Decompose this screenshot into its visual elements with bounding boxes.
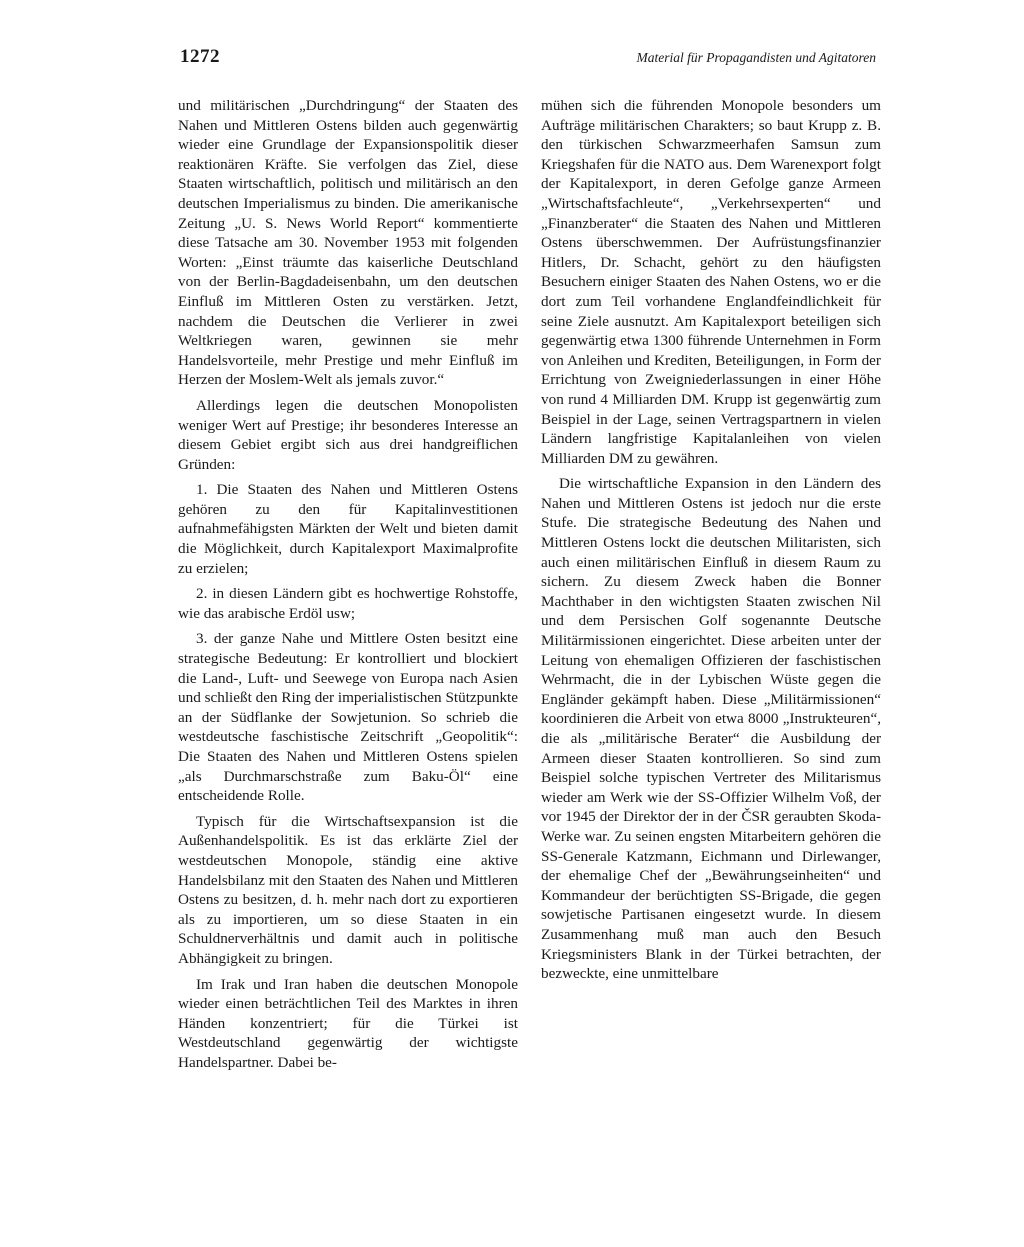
paragraph: Typisch für die Wirtschaftsexpansion ist die Außenhandelspolitik. Es ist das erklärte Ziel der westdeutschen Monopole, ständig eine aktive Handelsbilanz mit den Staaten des Nahen und Mittleren Ostens zu besitzen, d. h. mehr nach dort zu exportieren als zu importieren, um so diese Staaten in ein Schuldnerverhältnis und damit auch in politische Abhängigkeit zu bringen. [178,812,518,967]
right-column [541,96,881,990]
page-number: 1272 [180,46,220,67]
list-item: 3. der ganze Nahe und Mittlere Osten besitzt eine strategische Bedeutung: Er kontrolliert und blockiert die Land-, Luft- und Seewege von Europa nach Asien und schließt den Ring der imperialistischen Stützpunkte an der Südflanke der Sowjetunion. So schrieb die westdeutsche faschistische Zeitschrift „Geopolitik“: Die Staaten des Nahen und Mittleren Ostens spielen „als Durchmarschstraße zum Baku-Öl“ eine entscheidende Rolle. [178,630,518,805]
running-title: Material für Propagandisten und Agitatoren [636,50,876,65]
paragraph: Die wirtschaftliche Expansion in den Ländern des Nahen und Mittleren Ostens ist jedoch nur die erste Stufe. Die strategische Bedeutung des Nahen und Mittleren Ostens lockt die deutschen Militaristen, sich auch einen militärischen Einfluß in diesem Raum zu sichern. Zu diesem Zweck haben die Bonner Machthaber in den wichtigsten Staaten zwischen Nil und dem Persischen Golf sogenannte Deutsche Militärmissionen eingerichtet. Diese arbeiten unter der Leitung von ehemaligen Offizieren der faschistischen Wehrmacht, die in der Lybischen Wüste gegen die Engländer gekämpft haben. Diese „Militärmissionen“ koordinieren die Arbeit von etwa 8000 „Instrukteuren“, die als „militärische Berater“ die Ausbildung der Armeen dieser Staaten kontrollieren. So sind zum Beispiel solche typischen Vertreter des Militarismus wieder am Werk wie der SS-Offizier Wilhelm Voß, der vor 1945 der Direktor der in der ČSR geraubten Skoda-Werke war. Zu seinen engsten Mitarbeitern gehören die SS-Generale Katzmann, Eichmann und Dirlewanger, der ehemalige Chef der „Bewährungseinheiten“ und Kommandeur der berüchtigten SS-Brigade, die gegen sowjetische Partisanen eingesetzt wurde. In diesem Zusammenhang muß man auch den Besuch Kriegsministers Blank in der Türkei betrachten, der bezweckte, eine unmittelbare [541,475,881,983]
left-column [178,96,518,1079]
list-item: 2. in diesen Ländern gibt es hochwertige Rohstoffe, wie das arabische Erdöl usw; [178,585,518,622]
paragraph: Im Irak und Iran haben die deutschen Monopole wieder einen beträchtlichen Teil des Marktes in ihren Händen konzentriert; für die Türkei ist Westdeutschland gegenwärtig der wichtigste Handelspartner. Dabei be- [178,975,518,1071]
paragraph: mühen sich die führenden Monopole besonders um Aufträge militärischen Charakters; so baut Krupp z. B. den türkischen Schwarzmeerhafen Samsun zum Kriegshafen für die NATO aus. Dem Warenexport folgt der Kapitalexport, in deren Gefolge ganze Armeen „Wirtschaftsfachleute“, „Verkehrsexperten“ und „Finanzberater“ die Staaten des Nahen und Mittleren Ostens überschwemmen. Der Aufrüstungsfinanzier Hitlers, Dr. Schacht, gehört zu den häufigsten Besuchern einiger Staaten des Nahen Ostens, wo er die dort zum Teil vorhandene Englandfeindlichkeit für seine Ziele ausnutzt. Am Kapitalexport beteiligen sich gegenwärtig etwa 1300 führende Unternehmen in Form von Anleihen und Krediten, Beteiligungen, in Form der Errichtung von Zweigniederlassungen in einer Höhe von rund 4 Milliarden DM. Krupp ist gegenwärtig zum Beispiel in der Lage, seinen Vertragspartnern in vielen Ländern langfristige Kapitalanleihen von vielen Milliarden DM zu gewähren. [541,97,881,467]
paragraph: Allerdings legen die deutschen Monopolisten weniger Wert auf Prestige; ihr besonderes Interesse an diesem Gebiet ergibt sich aus drei handgreiflichen Gründen: [178,396,518,473]
list-item: 1. Die Staaten des Nahen und Mittleren Ostens gehören zu den für Kapitalinvestitionen aufnahmefähigsten Märkten der Welt und bieten damit die Möglichkeit, durch Kapitalexport Maximalprofite zu erzielen; [178,481,518,577]
paragraph: und militärischen „Durchdringung“ der Staaten des Nahen und Mittleren Ostens bilden auch gegenwärtig wieder eine Grundlage der Expansionspolitik dieser reaktionären Kräfte. Sie verfolgen das Ziel, diese Staaten wirtschaftlich, politisch und militärisch an den deutschen Imperialismus zu binden. Die amerikanische Zeitung „U. S. News World Report“ kommentierte diese Tatsache am 30. November 1953 mit folgenden Worten: „Einst träumte das kaiserliche Deutschland von der Berlin-Bagdadeisenbahn, um den deutschen Einfluß im Mittleren Osten zu verstärken. Jetzt, nachdem die Deutschen die Verlierer in zwei Weltkriegen waren, gewinnen sie mehr Handelsvorteile, mehr Prestige und mehr Einfluß im Herzen der Moslem-Welt als jemals zuvor.“ [178,97,518,389]
